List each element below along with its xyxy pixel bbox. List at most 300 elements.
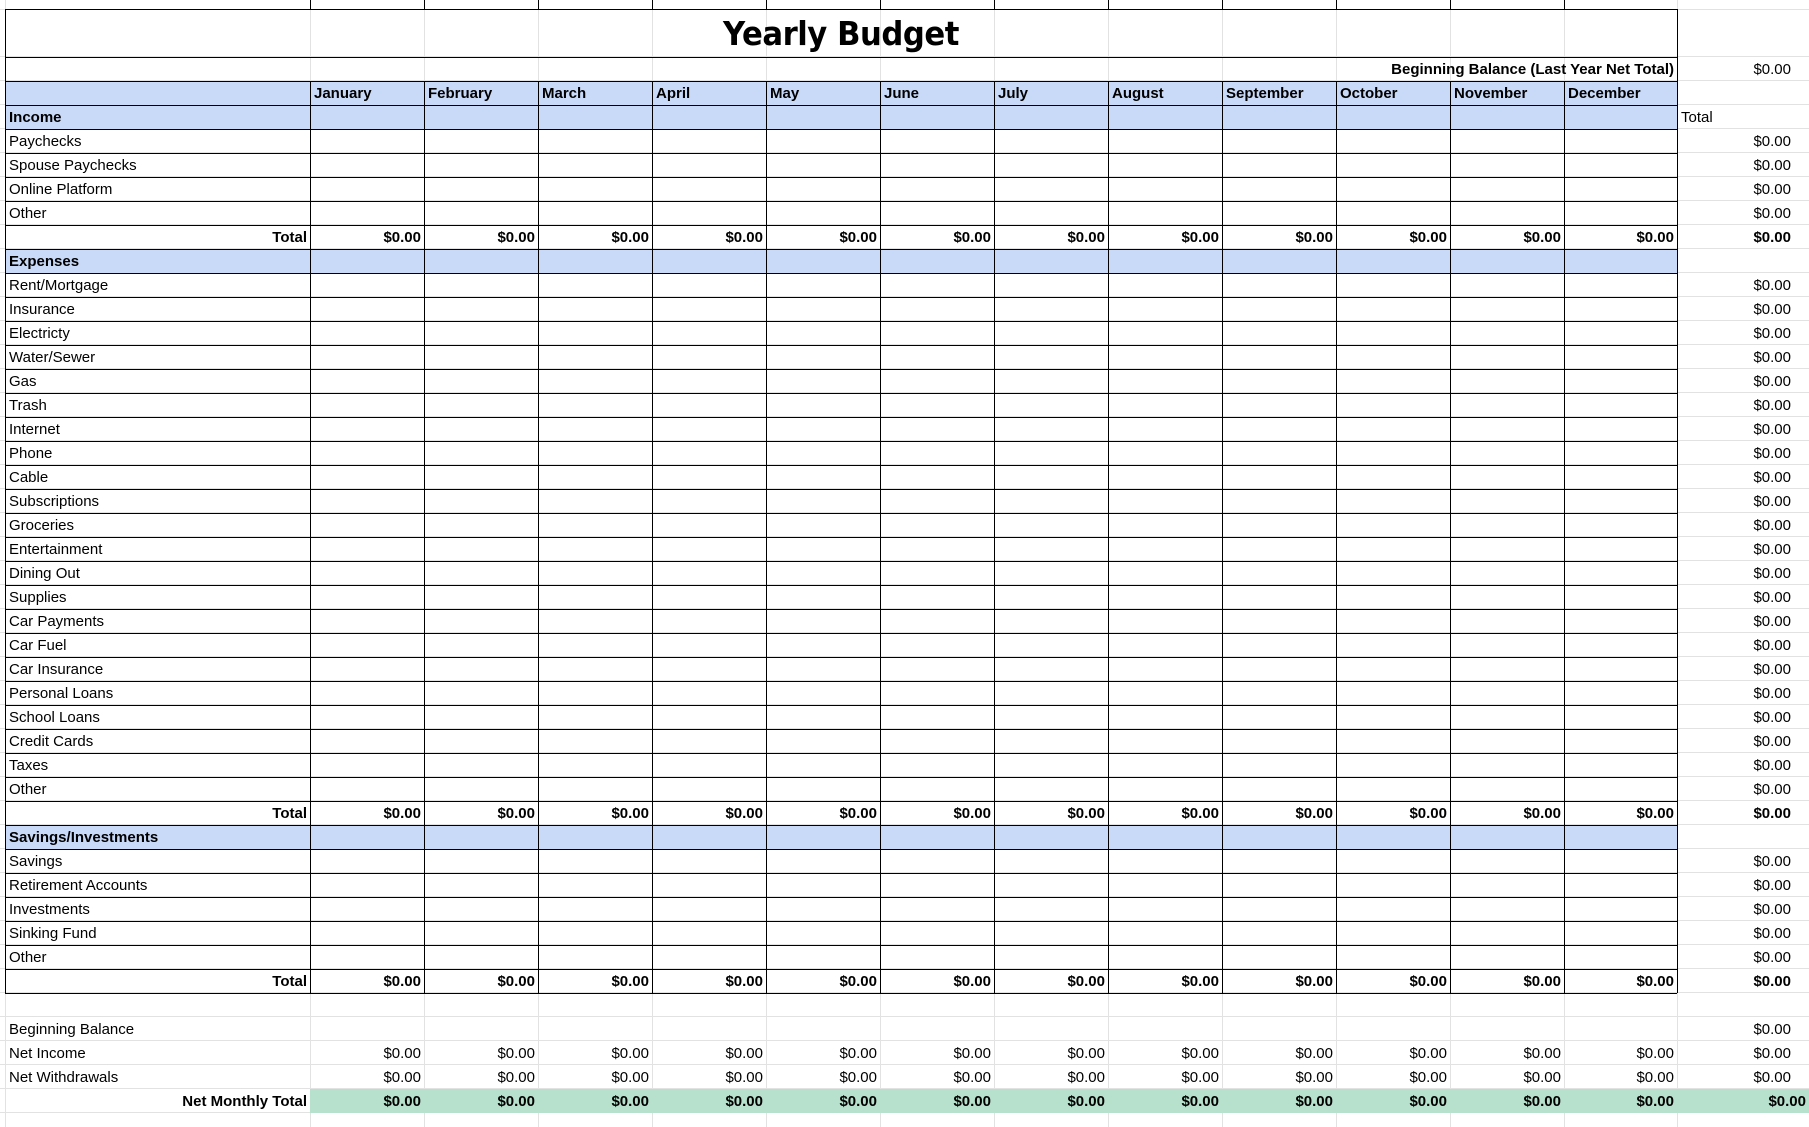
expenses-cable-december-input[interactable] (1564, 465, 1677, 489)
expenses-supplies-october-input[interactable] (1336, 585, 1450, 609)
savings-sinking-fund-june-input[interactable] (880, 921, 994, 945)
expenses-gas-october-input[interactable] (1336, 369, 1450, 393)
expenses-rent-mortgage-september-input[interactable] (1222, 273, 1336, 297)
savings-investments-october-input[interactable] (1336, 897, 1450, 921)
expenses-insurance-december-input[interactable] (1564, 297, 1677, 321)
expenses-water-sewer-september-input[interactable] (1222, 345, 1336, 369)
expenses-electricty-february-input[interactable] (424, 321, 538, 345)
expenses-water-sewer-april-input[interactable] (652, 345, 766, 369)
expenses-car-insurance-july-input[interactable] (994, 657, 1108, 681)
savings-retirement-accounts-july-input[interactable] (994, 873, 1108, 897)
savings-other-october-input[interactable] (1336, 945, 1450, 969)
savings-savings-february-input[interactable] (424, 849, 538, 873)
savings-investments-november-input[interactable] (1450, 897, 1564, 921)
expenses-supplies-february-input[interactable] (424, 585, 538, 609)
savings-sinking-fund-august-input[interactable] (1108, 921, 1222, 945)
expenses-personal-loans-july-input[interactable] (994, 681, 1108, 705)
expenses-entertainment-november-input[interactable] (1450, 537, 1564, 561)
expenses-electricty-may-input[interactable] (766, 321, 880, 345)
expenses-phone-september-input[interactable] (1222, 441, 1336, 465)
expenses-school-loans-november-input[interactable] (1450, 705, 1564, 729)
expenses-other-april-input[interactable] (652, 777, 766, 801)
expenses-insurance-october-input[interactable] (1336, 297, 1450, 321)
expenses-entertainment-september-input[interactable] (1222, 537, 1336, 561)
expenses-school-loans-june-input[interactable] (880, 705, 994, 729)
expenses-car-payments-july-input[interactable] (994, 609, 1108, 633)
expenses-car-insurance-november-input[interactable] (1450, 657, 1564, 681)
expenses-insurance-july-input[interactable] (994, 297, 1108, 321)
expenses-taxes-december-input[interactable] (1564, 753, 1677, 777)
income-online-platform-november-input[interactable] (1450, 177, 1564, 201)
savings-investments-june-input[interactable] (880, 897, 994, 921)
savings-sinking-fund-january-input[interactable] (310, 921, 424, 945)
expenses-groceries-october-input[interactable] (1336, 513, 1450, 537)
expenses-gas-june-input[interactable] (880, 369, 994, 393)
income-other-february-input[interactable] (424, 201, 538, 225)
savings-sinking-fund-may-input[interactable] (766, 921, 880, 945)
expenses-groceries-april-input[interactable] (652, 513, 766, 537)
savings-investments-december-input[interactable] (1564, 897, 1677, 921)
expenses-groceries-june-input[interactable] (880, 513, 994, 537)
expenses-supplies-march-input[interactable] (538, 585, 652, 609)
expenses-entertainment-august-input[interactable] (1108, 537, 1222, 561)
expenses-credit-cards-april-input[interactable] (652, 729, 766, 753)
expenses-car-fuel-november-input[interactable] (1450, 633, 1564, 657)
expenses-entertainment-february-input[interactable] (424, 537, 538, 561)
expenses-groceries-august-input[interactable] (1108, 513, 1222, 537)
expenses-groceries-may-input[interactable] (766, 513, 880, 537)
expenses-dining-out-march-input[interactable] (538, 561, 652, 585)
expenses-personal-loans-october-input[interactable] (1336, 681, 1450, 705)
expenses-trash-january-input[interactable] (310, 393, 424, 417)
income-other-december-input[interactable] (1564, 201, 1677, 225)
income-spouse-paychecks-april-input[interactable] (652, 153, 766, 177)
income-spouse-paychecks-march-input[interactable] (538, 153, 652, 177)
expenses-car-payments-may-input[interactable] (766, 609, 880, 633)
expenses-gas-february-input[interactable] (424, 369, 538, 393)
expenses-internet-november-input[interactable] (1450, 417, 1564, 441)
income-online-platform-may-input[interactable] (766, 177, 880, 201)
expenses-water-sewer-may-input[interactable] (766, 345, 880, 369)
expenses-taxes-january-input[interactable] (310, 753, 424, 777)
expenses-dining-out-january-input[interactable] (310, 561, 424, 585)
expenses-internet-september-input[interactable] (1222, 417, 1336, 441)
expenses-entertainment-december-input[interactable] (1564, 537, 1677, 561)
expenses-car-payments-october-input[interactable] (1336, 609, 1450, 633)
expenses-subscriptions-december-input[interactable] (1564, 489, 1677, 513)
income-online-platform-april-input[interactable] (652, 177, 766, 201)
expenses-subscriptions-january-input[interactable] (310, 489, 424, 513)
expenses-credit-cards-january-input[interactable] (310, 729, 424, 753)
expenses-school-loans-july-input[interactable] (994, 705, 1108, 729)
expenses-subscriptions-march-input[interactable] (538, 489, 652, 513)
expenses-entertainment-october-input[interactable] (1336, 537, 1450, 561)
expenses-school-loans-december-input[interactable] (1564, 705, 1677, 729)
income-spouse-paychecks-may-input[interactable] (766, 153, 880, 177)
savings-retirement-accounts-november-input[interactable] (1450, 873, 1564, 897)
expenses-trash-march-input[interactable] (538, 393, 652, 417)
savings-sinking-fund-december-input[interactable] (1564, 921, 1677, 945)
expenses-car-fuel-august-input[interactable] (1108, 633, 1222, 657)
expenses-taxes-may-input[interactable] (766, 753, 880, 777)
expenses-groceries-september-input[interactable] (1222, 513, 1336, 537)
expenses-phone-december-input[interactable] (1564, 441, 1677, 465)
savings-retirement-accounts-october-input[interactable] (1336, 873, 1450, 897)
expenses-phone-february-input[interactable] (424, 441, 538, 465)
expenses-insurance-may-input[interactable] (766, 297, 880, 321)
expenses-car-insurance-december-input[interactable] (1564, 657, 1677, 681)
expenses-insurance-september-input[interactable] (1222, 297, 1336, 321)
savings-other-january-input[interactable] (310, 945, 424, 969)
expenses-trash-february-input[interactable] (424, 393, 538, 417)
expenses-credit-cards-june-input[interactable] (880, 729, 994, 753)
expenses-rent-mortgage-november-input[interactable] (1450, 273, 1564, 297)
expenses-water-sewer-july-input[interactable] (994, 345, 1108, 369)
income-online-platform-march-input[interactable] (538, 177, 652, 201)
income-spouse-paychecks-november-input[interactable] (1450, 153, 1564, 177)
expenses-car-payments-june-input[interactable] (880, 609, 994, 633)
expenses-personal-loans-september-input[interactable] (1222, 681, 1336, 705)
savings-other-august-input[interactable] (1108, 945, 1222, 969)
expenses-internet-may-input[interactable] (766, 417, 880, 441)
income-other-march-input[interactable] (538, 201, 652, 225)
expenses-trash-december-input[interactable] (1564, 393, 1677, 417)
expenses-car-insurance-march-input[interactable] (538, 657, 652, 681)
expenses-dining-out-october-input[interactable] (1336, 561, 1450, 585)
savings-savings-april-input[interactable] (652, 849, 766, 873)
expenses-subscriptions-september-input[interactable] (1222, 489, 1336, 513)
expenses-dining-out-august-input[interactable] (1108, 561, 1222, 585)
income-other-may-input[interactable] (766, 201, 880, 225)
expenses-school-loans-january-input[interactable] (310, 705, 424, 729)
expenses-insurance-june-input[interactable] (880, 297, 994, 321)
expenses-electricty-november-input[interactable] (1450, 321, 1564, 345)
income-online-platform-october-input[interactable] (1336, 177, 1450, 201)
savings-investments-march-input[interactable] (538, 897, 652, 921)
expenses-phone-march-input[interactable] (538, 441, 652, 465)
income-other-september-input[interactable] (1222, 201, 1336, 225)
expenses-internet-april-input[interactable] (652, 417, 766, 441)
income-online-platform-june-input[interactable] (880, 177, 994, 201)
expenses-gas-august-input[interactable] (1108, 369, 1222, 393)
expenses-taxes-july-input[interactable] (994, 753, 1108, 777)
expenses-car-insurance-february-input[interactable] (424, 657, 538, 681)
savings-savings-may-input[interactable] (766, 849, 880, 873)
expenses-electricty-august-input[interactable] (1108, 321, 1222, 345)
savings-investments-may-input[interactable] (766, 897, 880, 921)
income-spouse-paychecks-december-input[interactable] (1564, 153, 1677, 177)
expenses-car-payments-september-input[interactable] (1222, 609, 1336, 633)
expenses-car-fuel-september-input[interactable] (1222, 633, 1336, 657)
savings-sinking-fund-october-input[interactable] (1336, 921, 1450, 945)
expenses-credit-cards-november-input[interactable] (1450, 729, 1564, 753)
savings-retirement-accounts-april-input[interactable] (652, 873, 766, 897)
savings-other-november-input[interactable] (1450, 945, 1564, 969)
income-paychecks-may-input[interactable] (766, 129, 880, 153)
expenses-credit-cards-october-input[interactable] (1336, 729, 1450, 753)
expenses-gas-september-input[interactable] (1222, 369, 1336, 393)
expenses-car-insurance-september-input[interactable] (1222, 657, 1336, 681)
income-paychecks-december-input[interactable] (1564, 129, 1677, 153)
expenses-car-fuel-march-input[interactable] (538, 633, 652, 657)
expenses-personal-loans-february-input[interactable] (424, 681, 538, 705)
expenses-internet-october-input[interactable] (1336, 417, 1450, 441)
savings-savings-july-input[interactable] (994, 849, 1108, 873)
expenses-other-october-input[interactable] (1336, 777, 1450, 801)
expenses-insurance-february-input[interactable] (424, 297, 538, 321)
expenses-rent-mortgage-july-input[interactable] (994, 273, 1108, 297)
expenses-supplies-june-input[interactable] (880, 585, 994, 609)
expenses-supplies-december-input[interactable] (1564, 585, 1677, 609)
income-online-platform-september-input[interactable] (1222, 177, 1336, 201)
savings-investments-july-input[interactable] (994, 897, 1108, 921)
expenses-school-loans-august-input[interactable] (1108, 705, 1222, 729)
expenses-school-loans-april-input[interactable] (652, 705, 766, 729)
savings-retirement-accounts-may-input[interactable] (766, 873, 880, 897)
expenses-supplies-august-input[interactable] (1108, 585, 1222, 609)
expenses-cable-july-input[interactable] (994, 465, 1108, 489)
expenses-dining-out-april-input[interactable] (652, 561, 766, 585)
expenses-trash-october-input[interactable] (1336, 393, 1450, 417)
savings-other-december-input[interactable] (1564, 945, 1677, 969)
expenses-car-insurance-august-input[interactable] (1108, 657, 1222, 681)
expenses-school-loans-may-input[interactable] (766, 705, 880, 729)
savings-other-april-input[interactable] (652, 945, 766, 969)
expenses-electricty-march-input[interactable] (538, 321, 652, 345)
expenses-phone-october-input[interactable] (1336, 441, 1450, 465)
expenses-car-payments-november-input[interactable] (1450, 609, 1564, 633)
expenses-internet-january-input[interactable] (310, 417, 424, 441)
expenses-taxes-june-input[interactable] (880, 753, 994, 777)
expenses-credit-cards-december-input[interactable] (1564, 729, 1677, 753)
income-spouse-paychecks-august-input[interactable] (1108, 153, 1222, 177)
expenses-gas-july-input[interactable] (994, 369, 1108, 393)
savings-retirement-accounts-june-input[interactable] (880, 873, 994, 897)
expenses-rent-mortgage-may-input[interactable] (766, 273, 880, 297)
expenses-internet-march-input[interactable] (538, 417, 652, 441)
savings-savings-june-input[interactable] (880, 849, 994, 873)
expenses-trash-may-input[interactable] (766, 393, 880, 417)
savings-other-july-input[interactable] (994, 945, 1108, 969)
expenses-phone-april-input[interactable] (652, 441, 766, 465)
expenses-cable-september-input[interactable] (1222, 465, 1336, 489)
expenses-groceries-march-input[interactable] (538, 513, 652, 537)
savings-savings-september-input[interactable] (1222, 849, 1336, 873)
income-paychecks-june-input[interactable] (880, 129, 994, 153)
expenses-taxes-february-input[interactable] (424, 753, 538, 777)
expenses-taxes-march-input[interactable] (538, 753, 652, 777)
savings-retirement-accounts-march-input[interactable] (538, 873, 652, 897)
savings-investments-august-input[interactable] (1108, 897, 1222, 921)
expenses-entertainment-may-input[interactable] (766, 537, 880, 561)
income-other-june-input[interactable] (880, 201, 994, 225)
expenses-subscriptions-may-input[interactable] (766, 489, 880, 513)
expenses-water-sewer-january-input[interactable] (310, 345, 424, 369)
expenses-car-insurance-may-input[interactable] (766, 657, 880, 681)
income-other-july-input[interactable] (994, 201, 1108, 225)
income-online-platform-february-input[interactable] (424, 177, 538, 201)
savings-savings-november-input[interactable] (1450, 849, 1564, 873)
expenses-water-sewer-august-input[interactable] (1108, 345, 1222, 369)
expenses-car-insurance-january-input[interactable] (310, 657, 424, 681)
expenses-groceries-february-input[interactable] (424, 513, 538, 537)
expenses-subscriptions-february-input[interactable] (424, 489, 538, 513)
expenses-electricty-june-input[interactable] (880, 321, 994, 345)
expenses-gas-january-input[interactable] (310, 369, 424, 393)
expenses-personal-loans-june-input[interactable] (880, 681, 994, 705)
expenses-credit-cards-august-input[interactable] (1108, 729, 1222, 753)
expenses-cable-november-input[interactable] (1450, 465, 1564, 489)
expenses-dining-out-november-input[interactable] (1450, 561, 1564, 585)
expenses-gas-may-input[interactable] (766, 369, 880, 393)
expenses-subscriptions-june-input[interactable] (880, 489, 994, 513)
expenses-trash-september-input[interactable] (1222, 393, 1336, 417)
expenses-entertainment-july-input[interactable] (994, 537, 1108, 561)
savings-other-february-input[interactable] (424, 945, 538, 969)
expenses-taxes-april-input[interactable] (652, 753, 766, 777)
expenses-personal-loans-december-input[interactable] (1564, 681, 1677, 705)
expenses-water-sewer-march-input[interactable] (538, 345, 652, 369)
expenses-taxes-august-input[interactable] (1108, 753, 1222, 777)
expenses-internet-february-input[interactable] (424, 417, 538, 441)
expenses-water-sewer-june-input[interactable] (880, 345, 994, 369)
expenses-water-sewer-february-input[interactable] (424, 345, 538, 369)
savings-sinking-fund-april-input[interactable] (652, 921, 766, 945)
expenses-cable-october-input[interactable] (1336, 465, 1450, 489)
income-paychecks-november-input[interactable] (1450, 129, 1564, 153)
savings-savings-august-input[interactable] (1108, 849, 1222, 873)
income-spouse-paychecks-february-input[interactable] (424, 153, 538, 177)
income-spouse-paychecks-september-input[interactable] (1222, 153, 1336, 177)
savings-savings-january-input[interactable] (310, 849, 424, 873)
expenses-entertainment-march-input[interactable] (538, 537, 652, 561)
expenses-trash-june-input[interactable] (880, 393, 994, 417)
income-spouse-paychecks-july-input[interactable] (994, 153, 1108, 177)
savings-retirement-accounts-february-input[interactable] (424, 873, 538, 897)
expenses-other-march-input[interactable] (538, 777, 652, 801)
savings-investments-april-input[interactable] (652, 897, 766, 921)
expenses-insurance-january-input[interactable] (310, 297, 424, 321)
beginning-balance-value[interactable]: $0.00 (1753, 60, 1791, 78)
expenses-subscriptions-november-input[interactable] (1450, 489, 1564, 513)
expenses-electricty-december-input[interactable] (1564, 321, 1677, 345)
expenses-credit-cards-september-input[interactable] (1222, 729, 1336, 753)
expenses-groceries-november-input[interactable] (1450, 513, 1564, 537)
expenses-rent-mortgage-january-input[interactable] (310, 273, 424, 297)
expenses-car-payments-february-input[interactable] (424, 609, 538, 633)
income-other-april-input[interactable] (652, 201, 766, 225)
savings-sinking-fund-september-input[interactable] (1222, 921, 1336, 945)
expenses-rent-mortgage-march-input[interactable] (538, 273, 652, 297)
expenses-personal-loans-november-input[interactable] (1450, 681, 1564, 705)
expenses-other-december-input[interactable] (1564, 777, 1677, 801)
expenses-gas-march-input[interactable] (538, 369, 652, 393)
expenses-insurance-august-input[interactable] (1108, 297, 1222, 321)
savings-sinking-fund-march-input[interactable] (538, 921, 652, 945)
expenses-car-fuel-february-input[interactable] (424, 633, 538, 657)
income-paychecks-september-input[interactable] (1222, 129, 1336, 153)
expenses-phone-may-input[interactable] (766, 441, 880, 465)
expenses-insurance-march-input[interactable] (538, 297, 652, 321)
expenses-credit-cards-may-input[interactable] (766, 729, 880, 753)
expenses-cable-august-input[interactable] (1108, 465, 1222, 489)
expenses-personal-loans-january-input[interactable] (310, 681, 424, 705)
income-spouse-paychecks-october-input[interactable] (1336, 153, 1450, 177)
expenses-trash-july-input[interactable] (994, 393, 1108, 417)
expenses-cable-june-input[interactable] (880, 465, 994, 489)
expenses-gas-april-input[interactable] (652, 369, 766, 393)
expenses-other-july-input[interactable] (994, 777, 1108, 801)
expenses-groceries-december-input[interactable] (1564, 513, 1677, 537)
expenses-rent-mortgage-april-input[interactable] (652, 273, 766, 297)
savings-other-september-input[interactable] (1222, 945, 1336, 969)
expenses-other-august-input[interactable] (1108, 777, 1222, 801)
expenses-electricty-july-input[interactable] (994, 321, 1108, 345)
expenses-supplies-november-input[interactable] (1450, 585, 1564, 609)
expenses-dining-out-july-input[interactable] (994, 561, 1108, 585)
expenses-other-may-input[interactable] (766, 777, 880, 801)
expenses-dining-out-june-input[interactable] (880, 561, 994, 585)
income-paychecks-january-input[interactable] (310, 129, 424, 153)
expenses-phone-november-input[interactable] (1450, 441, 1564, 465)
expenses-insurance-april-input[interactable] (652, 297, 766, 321)
expenses-internet-june-input[interactable] (880, 417, 994, 441)
expenses-water-sewer-december-input[interactable] (1564, 345, 1677, 369)
expenses-dining-out-february-input[interactable] (424, 561, 538, 585)
expenses-subscriptions-august-input[interactable] (1108, 489, 1222, 513)
savings-savings-december-input[interactable] (1564, 849, 1677, 873)
expenses-other-january-input[interactable] (310, 777, 424, 801)
savings-savings-october-input[interactable] (1336, 849, 1450, 873)
expenses-supplies-january-input[interactable] (310, 585, 424, 609)
income-online-platform-january-input[interactable] (310, 177, 424, 201)
savings-other-may-input[interactable] (766, 945, 880, 969)
income-other-august-input[interactable] (1108, 201, 1222, 225)
expenses-car-payments-march-input[interactable] (538, 609, 652, 633)
expenses-dining-out-september-input[interactable] (1222, 561, 1336, 585)
income-online-platform-december-input[interactable] (1564, 177, 1677, 201)
expenses-groceries-july-input[interactable] (994, 513, 1108, 537)
income-other-january-input[interactable] (310, 201, 424, 225)
expenses-taxes-november-input[interactable] (1450, 753, 1564, 777)
savings-sinking-fund-february-input[interactable] (424, 921, 538, 945)
expenses-subscriptions-october-input[interactable] (1336, 489, 1450, 513)
expenses-supplies-april-input[interactable] (652, 585, 766, 609)
savings-other-march-input[interactable] (538, 945, 652, 969)
expenses-credit-cards-march-input[interactable] (538, 729, 652, 753)
expenses-car-payments-april-input[interactable] (652, 609, 766, 633)
expenses-internet-july-input[interactable] (994, 417, 1108, 441)
expenses-car-insurance-october-input[interactable] (1336, 657, 1450, 681)
expenses-school-loans-february-input[interactable] (424, 705, 538, 729)
expenses-car-fuel-july-input[interactable] (994, 633, 1108, 657)
expenses-car-insurance-june-input[interactable] (880, 657, 994, 681)
savings-retirement-accounts-january-input[interactable] (310, 873, 424, 897)
expenses-subscriptions-april-input[interactable] (652, 489, 766, 513)
expenses-car-fuel-january-input[interactable] (310, 633, 424, 657)
expenses-supplies-september-input[interactable] (1222, 585, 1336, 609)
income-paychecks-july-input[interactable] (994, 129, 1108, 153)
expenses-other-november-input[interactable] (1450, 777, 1564, 801)
income-online-platform-august-input[interactable] (1108, 177, 1222, 201)
expenses-personal-loans-april-input[interactable] (652, 681, 766, 705)
savings-investments-september-input[interactable] (1222, 897, 1336, 921)
income-spouse-paychecks-january-input[interactable] (310, 153, 424, 177)
expenses-entertainment-january-input[interactable] (310, 537, 424, 561)
expenses-car-payments-december-input[interactable] (1564, 609, 1677, 633)
expenses-phone-july-input[interactable] (994, 441, 1108, 465)
expenses-car-fuel-june-input[interactable] (880, 633, 994, 657)
